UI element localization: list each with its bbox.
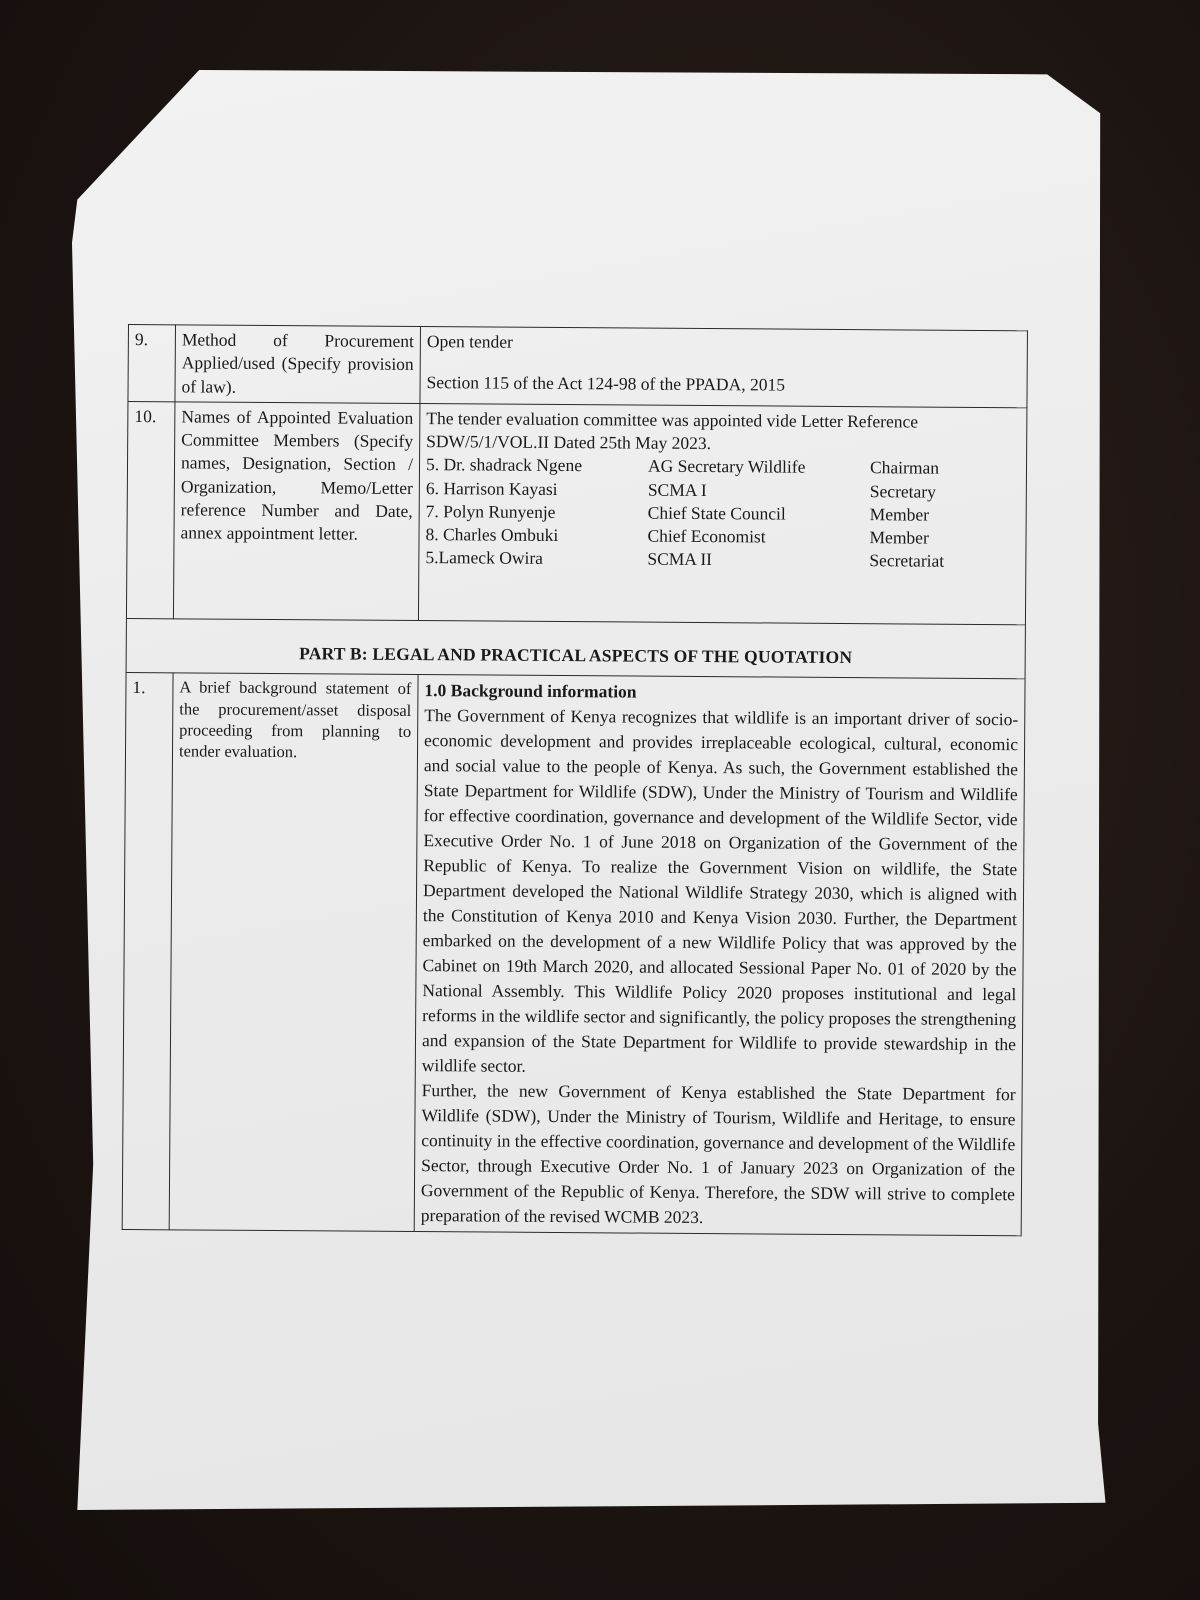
section-title: 1.0 Background information (424, 680, 637, 702)
member-role: Secretary (869, 480, 937, 502)
background-paragraph: Further, the new Government of Kenya established the State Department for Wildlife (SDW), Under the Ministry of Tourism, Wildlife and Heritage, to ensure continuity in the effective coordination, governance and development of the Wildlife Sector, through Executive Order No. 1 of January 2023 on Organization of the Government of the Republic of Kenya. Therefore, the SDW will strive to complete preparation of the revised WCMB 2023. (420, 1080, 1016, 1228)
table-row-1 (122, 673, 1025, 1237)
member-role: Member (869, 504, 930, 525)
row-label: Method of Procurement Applied/used (Specify provision of law). (175, 325, 421, 404)
member-designation: SCMA II (647, 549, 713, 570)
member-designation: Chief Economist (647, 525, 766, 547)
committee-intro: The tender evaluation committee was appointed vide Letter Reference SDW/5/1/VOL.II Dated 25th May 2023. (426, 407, 919, 454)
part-b-heading: PART B: LEGAL AND PRACTICAL ASPECTS OF THE QUOTATION (126, 618, 1025, 679)
law-provision: Section 115 of the Act 124-98 of the PPADA, 2015 (426, 372, 786, 395)
member-designation: SCMA I (647, 479, 707, 500)
table-row-9 (128, 325, 1028, 408)
row-value (420, 327, 1028, 408)
member-designation: Chief State Council (647, 502, 786, 524)
row-value (414, 675, 1025, 1237)
part-b-heading-row (126, 618, 1025, 679)
row-number: 9. (128, 325, 176, 402)
member-role: Chairman (869, 457, 940, 478)
row-number: 1. (122, 673, 173, 1231)
row-number: 10. (126, 401, 175, 618)
member-role: Secretariat (869, 550, 945, 572)
member-name: 6. Harrison Kayasi (425, 477, 558, 499)
procurement-method: Open tender (426, 331, 513, 352)
background-paragraph: The Government of Kenya recognizes that wildlife is an important driver of socio-economic development and provides irreplaceable ecological, cultural, economic and social value to the people of Kenya. As such, the Government established the State Department for Wildlife (SDW), Under the Ministry of Tourism and Wildlife for effective coordination, governance and development of the Wildlife Sector, vide Executive Order No. 1 of June 2018 on Organization of the Government of the Republic of Kenya. To realize the Government Vision on wildlife, the State Department developed the National Wildlife Strategy 2030, which is aligned with the Constitution of Kenya 2010 and Kenya Vision 2030. Further, the Department embarked on the development of a new Wildlife Policy that was approved by the Cabinet on 19th March 2020, and allocated Sessional Paper No. 01 of 2020 by the National Assembly. This Wildlife Policy 2020 proposes institutional and legal reforms in the wildlife sector and significantly, the policy proposes the strengthening and expansion of the State Department for Wildlife to provide stewardship in the wildlife sector. (421, 705, 1019, 1077)
row-label: A brief background statement of the procurement/asset disposal proceeding from planning to tender evaluation. (169, 673, 418, 1232)
member-name: 7. Polyn Runyenje (425, 500, 556, 522)
member-name: 8. Charles Ombuki (425, 524, 559, 546)
row-label: Names of Appointed Evaluation Committee Members (Specify names, Designation, Section / Organization, Memo/Letter reference Number and Date, annex appointment letter. (173, 402, 420, 621)
background-text (421, 703, 1019, 1232)
table-row-10 (126, 401, 1026, 624)
member-role: Member (869, 527, 929, 548)
evaluation-report-table (122, 324, 1028, 1237)
member-designation: AG Secretary Wildlife (647, 455, 806, 478)
committee-members (425, 453, 1020, 573)
member-name: 5. Dr. shadrack Ngene (425, 454, 583, 476)
member-name: 5.Lameck Owira (425, 547, 544, 569)
row-value (418, 403, 1027, 624)
document-page (122, 324, 1028, 1237)
